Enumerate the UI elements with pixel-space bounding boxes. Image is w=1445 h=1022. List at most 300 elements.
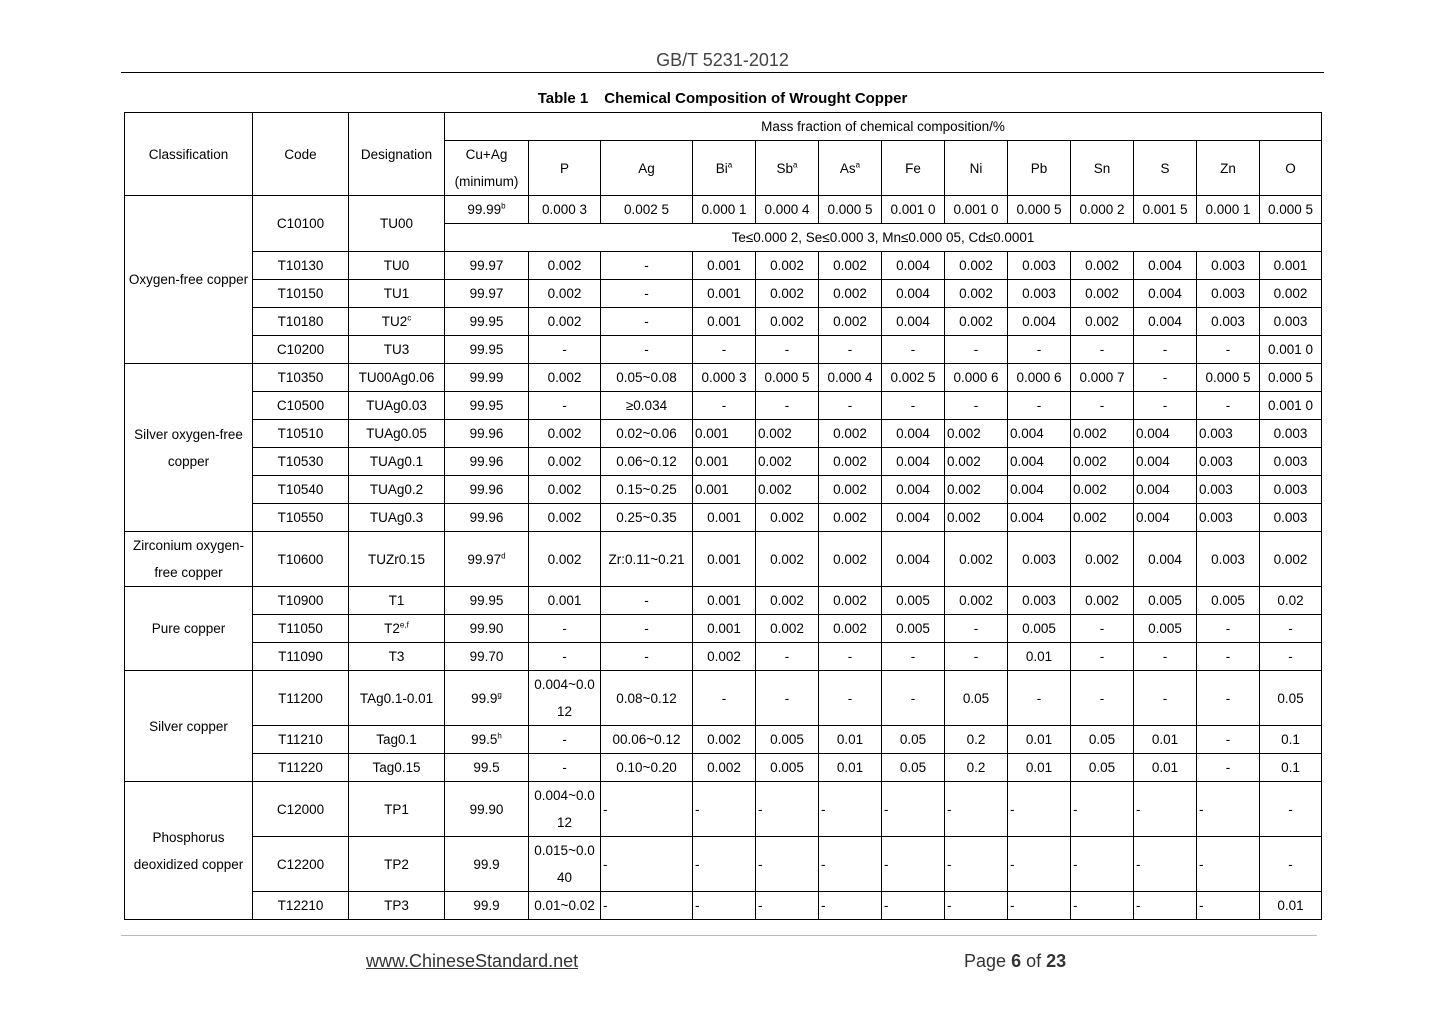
value-cell [756, 615, 819, 643]
value-cell-text: - [784, 398, 790, 413]
value-cell [601, 336, 693, 364]
header-element-symbol: P [559, 160, 569, 176]
value-cell-text: - [1162, 690, 1168, 706]
value-cell [945, 336, 1008, 364]
value-cell [1071, 252, 1134, 280]
value-cell [529, 448, 601, 476]
value-cell [693, 448, 756, 476]
code-cell-text: T10130 [277, 258, 324, 273]
cu-ag-cell-footnote: h [497, 731, 502, 741]
designation-cell-text: TP3 [384, 898, 409, 913]
value-cell [693, 615, 756, 643]
header-element [819, 141, 882, 196]
designation-cell [349, 392, 445, 420]
value-cell-text: - [1162, 342, 1168, 357]
value-cell-text: 0.003 [1273, 454, 1308, 469]
cu-ag-cell [445, 448, 529, 476]
value-cell [601, 837, 693, 892]
value-cell [819, 308, 882, 336]
value-cell [1008, 726, 1071, 754]
value-cell [1260, 420, 1322, 448]
code-cell [253, 892, 349, 920]
value-cell [1008, 643, 1071, 671]
cu-ag-cell [445, 754, 529, 782]
value-cell-text: 0.004 [1148, 258, 1182, 273]
value-cell [1260, 643, 1322, 671]
value-cell-text: - [1199, 856, 1204, 872]
header-element [529, 141, 601, 196]
value-cell-text: 0.003 [1022, 551, 1056, 567]
value-cell-text: - [644, 593, 649, 608]
value-cell [1260, 392, 1322, 420]
value-cell [945, 615, 1008, 643]
value-cell-text: 0.002 [1085, 314, 1119, 329]
value-cell-text: 0.001 5 [1142, 202, 1188, 217]
value-cell-text: 0.000 2 [1079, 202, 1125, 217]
value-cell [1134, 504, 1197, 532]
value-cell-text: 0.004~0.012 [534, 677, 595, 719]
value-cell [1008, 196, 1071, 224]
cu-ag-cell [445, 308, 529, 336]
value-cell [1008, 364, 1071, 392]
value-cell-text: 0.002 [833, 621, 867, 636]
value-cell-text: - [1099, 690, 1105, 706]
value-cell-text: 0.06~0.12 [616, 454, 677, 469]
value-cell-text: 0.001 [707, 621, 741, 636]
designation-cell [349, 476, 445, 504]
code-cell [253, 782, 349, 837]
value-cell [819, 726, 882, 754]
designation-cell-text: TU00Ag0.06 [358, 370, 435, 385]
value-cell-text: 0.005 [1211, 593, 1245, 608]
value-cell-text: - [1099, 649, 1105, 664]
value-cell [1197, 364, 1260, 392]
designation-cell-text: T3 [388, 649, 405, 664]
value-cell-text: 0.002 [833, 286, 867, 301]
value-cell [756, 196, 819, 224]
value-cell-text: - [1099, 342, 1105, 357]
value-cell-text: - [603, 898, 608, 913]
header-element-symbol: Bi [715, 160, 728, 176]
value-cell-text: 0.002 [1073, 482, 1107, 497]
value-cell [601, 392, 693, 420]
value-cell [529, 837, 601, 892]
value-cell [1197, 532, 1260, 587]
designation-cell-text: TP1 [384, 801, 409, 817]
value-cell-text: - [1073, 898, 1078, 913]
value-cell [1260, 837, 1322, 892]
value-cell [756, 892, 819, 920]
value-cell [1071, 476, 1134, 504]
value-cell-text: 0.01 [836, 760, 864, 775]
value-cell [693, 196, 756, 224]
value-cell-text: - [1162, 398, 1168, 413]
value-cell-text: 0.02~0.06 [616, 426, 677, 441]
value-cell-text: 0.001 [547, 593, 582, 608]
code-cell [253, 754, 349, 782]
classification-text: Zirconium oxygen-free copper [132, 538, 245, 580]
value-cell [1260, 615, 1322, 643]
value-cell [882, 196, 945, 224]
table-row [125, 837, 1322, 892]
designation-cell [349, 448, 445, 476]
value-cell-text: 0.004 [1010, 454, 1044, 469]
designation-cell-footnote: e,f [399, 620, 409, 630]
header-element-symbol: Ni [969, 160, 983, 176]
designation-cell [349, 420, 445, 448]
code-cell [253, 476, 349, 504]
value-cell-text: 0.004 [1010, 510, 1044, 525]
value-cell-text: 0.004 [1010, 482, 1044, 497]
cu-ag-cell-footnote: d [501, 551, 506, 560]
value-cell [529, 643, 601, 671]
value-cell [819, 643, 882, 671]
page-number [964, 951, 1066, 972]
value-cell-text: 0.2 [966, 732, 986, 747]
code-cell [253, 308, 349, 336]
value-cell-text: 0.004~0.012 [534, 788, 595, 830]
code-cell [253, 504, 349, 532]
value-cell [693, 671, 756, 726]
designation-cell [349, 782, 445, 837]
value-cell [529, 587, 601, 615]
value-cell [945, 671, 1008, 726]
value-cell [693, 420, 756, 448]
value-cell [1197, 615, 1260, 643]
value-cell [529, 532, 601, 587]
cu-ag-cell-text: 99.95 [469, 593, 504, 608]
value-cell-text: 0.002 [959, 314, 993, 329]
header-element-footnote: a [793, 160, 798, 169]
value-cell-text: 0.000 7 [1079, 370, 1125, 385]
value-cell-text: 0.002 [1273, 286, 1308, 301]
value-cell-text: - [910, 690, 916, 706]
value-cell-text: 0.002 [959, 593, 993, 608]
value-cell [693, 252, 756, 280]
table-row [125, 615, 1322, 643]
value-cell-text: - [910, 342, 916, 357]
cu-ag-cell-text: 99.97 [469, 286, 504, 301]
value-cell-text: - [695, 801, 700, 817]
value-cell-text: 0.015~0.040 [534, 843, 595, 885]
table-row [125, 420, 1322, 448]
cu-ag-cell-text: 99.90 [469, 621, 504, 636]
value-cell [529, 504, 601, 532]
value-cell [1260, 448, 1322, 476]
value-cell-text: - [1225, 621, 1231, 636]
designation-cell-text: TUAg0.1 [369, 454, 424, 469]
value-cell [1134, 476, 1197, 504]
cu-ag-cell [445, 364, 529, 392]
table-row [125, 726, 1322, 754]
value-cell [529, 196, 601, 224]
value-cell [1071, 615, 1134, 643]
value-cell-text: - [1225, 342, 1231, 357]
code-cell [253, 615, 349, 643]
code-cell-text: T11220 [278, 760, 323, 775]
value-cell-text: 0.002 [758, 482, 792, 497]
cu-ag-cell [445, 504, 529, 532]
value-cell-text: 0.002 [758, 426, 792, 441]
value-cell [1008, 476, 1071, 504]
value-cell-text: 0.004 [896, 454, 930, 469]
value-cell [882, 476, 945, 504]
value-cell-text: 0.002 [770, 258, 804, 273]
value-cell [1134, 615, 1197, 643]
designation-cell [349, 364, 445, 392]
value-cell [882, 448, 945, 476]
classification-text: Oxygen-free copper [128, 272, 249, 287]
value-cell [756, 336, 819, 364]
value-cell [1008, 448, 1071, 476]
classification-text: Pure copper [151, 621, 226, 636]
value-cell-text: - [1288, 649, 1293, 664]
value-cell-text: 0.004 [1136, 454, 1170, 469]
value-cell [1260, 726, 1322, 754]
header-element [693, 141, 756, 196]
value-cell-text: 0.002 [833, 551, 867, 567]
value-cell-text: 00.06~0.12 [612, 732, 681, 747]
value-cell [819, 782, 882, 837]
code-cell-text: T11210 [278, 732, 323, 747]
value-cell [882, 643, 945, 671]
value-cell-text: 0.003 [1211, 258, 1245, 273]
value-cell [1134, 892, 1197, 920]
value-cell-text: - [1162, 370, 1168, 385]
value-cell-text: - [821, 898, 826, 913]
designation-cell-text: T2 [384, 621, 400, 636]
value-cell [1008, 252, 1071, 280]
cu-ag-cell [445, 726, 529, 754]
value-cell-text: 0.001 [707, 286, 741, 301]
designation-cell-text: T1 [388, 593, 405, 608]
value-cell [1008, 892, 1071, 920]
value-cell-text: 0.08~0.12 [616, 690, 677, 706]
value-cell-text: 0.002 [1273, 551, 1308, 567]
value-cell [1008, 837, 1071, 892]
value-cell [1134, 364, 1197, 392]
value-cell [945, 196, 1008, 224]
value-cell [882, 392, 945, 420]
value-cell-text: - [1288, 856, 1293, 872]
designation-cell-text: TU1 [383, 286, 410, 301]
designation-cell-text: TU0 [383, 258, 410, 273]
value-cell-text: 0.002 [1073, 510, 1107, 525]
value-cell [882, 782, 945, 837]
value-cell [529, 336, 601, 364]
value-cell [529, 252, 601, 280]
value-cell-text: 0.002 [547, 510, 582, 525]
value-cell-text: 0.05 [899, 732, 927, 747]
code-cell [253, 448, 349, 476]
website-link[interactable]: www.ChineseStandard.net [366, 951, 579, 971]
value-cell [1071, 448, 1134, 476]
cu-ag-cell [445, 392, 529, 420]
value-cell-text: 0.02 [1277, 593, 1304, 608]
designation-cell [349, 308, 445, 336]
value-cell-text: 0.001 [707, 258, 741, 273]
note-cell-text: Te≤0.000 2, Se≤0.000 3, Mn≤0.000 05, Cd≤0.0001 [731, 230, 1035, 245]
header-element-symbol: S [1160, 160, 1170, 176]
value-cell [882, 532, 945, 587]
value-cell-text: 0.002 [547, 454, 582, 469]
value-cell-text: 0.002 [1085, 258, 1119, 273]
value-cell [601, 726, 693, 754]
value-cell-text: - [947, 898, 952, 913]
value-cell [1197, 476, 1260, 504]
value-cell-text: 0.004 [896, 314, 930, 329]
value-cell [1071, 726, 1134, 754]
value-cell [819, 280, 882, 308]
value-cell-text: 0.002 [770, 551, 804, 567]
cu-ag-cell-text: 99.96 [469, 426, 504, 441]
value-cell-text: - [1136, 898, 1141, 913]
value-cell-text: - [1036, 690, 1042, 706]
value-cell-text: 0.005 [770, 732, 804, 747]
code-cell [253, 837, 349, 892]
value-cell-text: - [721, 342, 727, 357]
value-cell-text: 0.002 [547, 286, 582, 301]
cu-ag-cell-text: 99.99 [467, 202, 502, 217]
value-cell [882, 754, 945, 782]
value-cell [945, 643, 1008, 671]
header-element [1260, 141, 1322, 196]
value-cell [1260, 671, 1322, 726]
value-cell-text: - [562, 649, 567, 664]
value-cell [1071, 782, 1134, 837]
value-cell [756, 671, 819, 726]
value-cell-text: - [1073, 801, 1078, 817]
value-cell-text: 0.01 [1151, 760, 1179, 775]
value-cell [1260, 280, 1322, 308]
value-cell [529, 726, 601, 754]
designation-cell-text: Tag0.15 [372, 760, 421, 775]
cu-ag-cell [445, 671, 529, 726]
value-cell [1071, 643, 1134, 671]
value-cell-text: 0.002 [1085, 286, 1119, 301]
header-element-symbol: As [839, 160, 856, 176]
value-cell-text: 0.000 1 [701, 202, 747, 217]
classification-cell [125, 364, 253, 532]
value-cell [1008, 782, 1071, 837]
code-cell-text: T10600 [277, 551, 324, 567]
value-cell-text: - [644, 649, 649, 664]
value-cell [1197, 671, 1260, 726]
value-cell-text: - [562, 760, 567, 775]
table-row [125, 671, 1322, 726]
value-cell [1134, 308, 1197, 336]
value-cell [756, 587, 819, 615]
value-cell-text: 0.005 [1022, 621, 1056, 636]
designation-cell [349, 615, 445, 643]
value-cell [1260, 532, 1322, 587]
code-cell [253, 336, 349, 364]
value-cell [601, 587, 693, 615]
value-cell-text: 0.003 [1273, 426, 1308, 441]
code-cell-text: T10540 [277, 482, 324, 497]
code-cell [253, 643, 349, 671]
value-cell-text: - [947, 801, 952, 817]
value-cell [756, 504, 819, 532]
value-cell [819, 754, 882, 782]
value-cell-text: - [1199, 801, 1204, 817]
value-cell-text: - [1099, 398, 1105, 413]
value-cell [756, 420, 819, 448]
value-cell-text: - [721, 398, 727, 413]
code-cell [253, 364, 349, 392]
value-cell [1008, 420, 1071, 448]
value-cell [1134, 782, 1197, 837]
value-cell-text: 0.000 4 [764, 202, 810, 217]
value-cell [945, 726, 1008, 754]
classification-cell [125, 532, 253, 587]
cu-ag-cell [445, 196, 529, 224]
value-cell-text: 0.004 [896, 510, 930, 525]
value-cell-text: 0.004 [896, 482, 930, 497]
header-element-footnote: a [727, 160, 733, 169]
value-cell [1260, 892, 1322, 920]
cu-ag-cell-text: 99.5 [471, 732, 498, 747]
value-cell-text: - [1136, 801, 1141, 817]
table-row [125, 504, 1322, 532]
value-cell-text: 0.004 [896, 258, 930, 273]
value-cell [819, 837, 882, 892]
value-cell-text: - [973, 621, 979, 636]
value-cell [945, 392, 1008, 420]
header-code: Code [253, 113, 349, 196]
cu-ag-cell-footnote: g [497, 690, 502, 699]
value-cell [1008, 754, 1071, 782]
value-cell-text: 0.25~0.35 [616, 510, 677, 525]
value-cell [601, 476, 693, 504]
value-cell [819, 364, 882, 392]
classification-cell [125, 587, 253, 671]
value-cell-text: - [695, 898, 700, 913]
cu-ag-cell-text: 99.9 [473, 856, 500, 872]
value-cell-text: 0.005 [896, 593, 930, 608]
classification-text: Phosphorus deoxidized copper [133, 829, 244, 872]
code-cell-text: T11200 [278, 690, 323, 706]
value-cell [819, 587, 882, 615]
value-cell [945, 782, 1008, 837]
designation-cell [349, 837, 445, 892]
value-cell-text: - [884, 898, 889, 913]
code-cell-text: T10900 [277, 593, 324, 608]
value-cell [1071, 671, 1134, 726]
table-row [125, 476, 1322, 504]
table-row [125, 448, 1322, 476]
value-cell [1134, 336, 1197, 364]
value-cell-text: 0.002 [547, 551, 582, 567]
designation-cell [349, 643, 445, 671]
value-cell-text: 0.002 [547, 482, 582, 497]
value-cell-text: 0.000 4 [827, 370, 873, 385]
value-cell [601, 196, 693, 224]
value-cell [945, 504, 1008, 532]
value-cell [601, 754, 693, 782]
value-cell-text: - [1162, 649, 1168, 664]
value-cell [819, 671, 882, 726]
designation-cell-text: TUAg0.05 [366, 426, 427, 441]
value-cell [1197, 280, 1260, 308]
code-cell [253, 587, 349, 615]
note-cell [445, 224, 1322, 252]
code-cell [253, 420, 349, 448]
value-cell [529, 392, 601, 420]
value-cell-text: - [1010, 856, 1015, 872]
value-cell [945, 420, 1008, 448]
classification-text: Silver copper [149, 718, 228, 734]
